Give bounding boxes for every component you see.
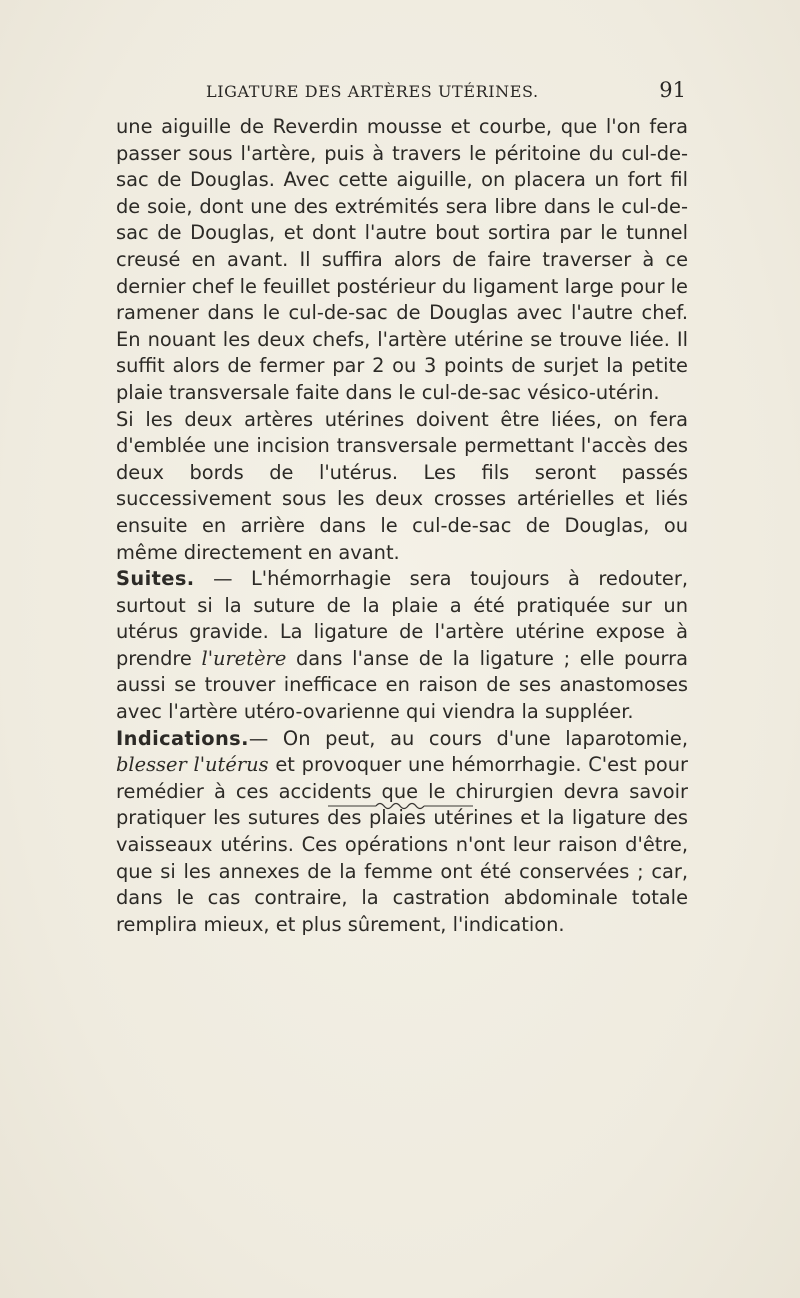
paragraph-suites xyxy=(116,566,688,726)
end-ornament xyxy=(328,801,473,811)
body-text xyxy=(116,114,688,938)
paragraph-indications-emphasis: blesser l'utérus xyxy=(116,753,269,777)
paragraph-1-text: une aiguille de Reverdin mousse et courbe, que l'on fera passer sous l'artère, puis à travers le péritoine du cul-de-sac de Douglas. Avec cette aiguille, on placera un fort fil de soie, dont une des extrémités sera libre dans le cul-de-sac de Douglas, et dont l'autre bout sortira par le tunnel creusé en avant. Il suffira alors de faire traverser à ce dernier chef le feuillet postérieur du ligament large pour le ramener dans le cul-de-sac de Douglas avec l'autre chef. En nouant les deux chefs, l'artère utérine se trouve liée. Il suffit alors de fermer par 2 ou 3 points de surjet la petite plaie transversale faite dans le cul-de-sac vésico-utérin. xyxy=(116,115,688,404)
page-header xyxy=(116,80,686,106)
section-lead-indications: Indications. xyxy=(116,726,249,750)
paragraph-2 xyxy=(116,407,688,567)
page-number: 91 xyxy=(659,78,686,102)
section-lead-suites: Suites. xyxy=(116,567,195,591)
running-title: LIGATURE DES ARTÈRES UTÉRINES. xyxy=(206,82,539,101)
paragraph-suites-emphasis: l'uretère xyxy=(201,646,287,670)
paragraph-1 xyxy=(116,114,688,407)
paragraph-indications-text-a: — On peut, au cours d'une laparotomie, xyxy=(248,726,688,750)
paragraph-indications-text-b: et provoquer une hémorrhagie. C'est pour remédier à ces accidents que le chirurgien devra savoir pratiquer les sutures des plaies utérines et la ligature des vaisseaux utérins. Ces opérations n'ont leur raison d'être, que si les annexes de la femme ont été conservées ; car, dans le cas contraire, la castration abdominale totale remplira mieux, et plus sûrement, l'indication. xyxy=(116,753,688,936)
paragraph-suites-text-b: dans l'anse de la ligature ; elle pourra aussi se trouver inefficace en raison de ses anastomoses avec l'artère utéro-ovarienne qui viendra la suppléer. xyxy=(116,646,688,724)
paragraph-suites-text-a: — L'hémorrhagie sera toujours à redouter, surtout si la suture de la plaie a été pratiquée sur un utérus gravide. La ligature de l'artère utérine expose à prendre xyxy=(116,567,688,670)
paragraph-2-text: Si les deux artères utérines doivent être liées, on fera d'emblée une incision transversale permettant l'accès des deux bords de l'utérus. Les fils seront passés successivement sous les deux crosses artérielles et liés ensuite en arrière dans le cul-de-sac de Douglas, ou même directement en avant. xyxy=(116,407,688,564)
paragraph-indications xyxy=(116,726,688,939)
